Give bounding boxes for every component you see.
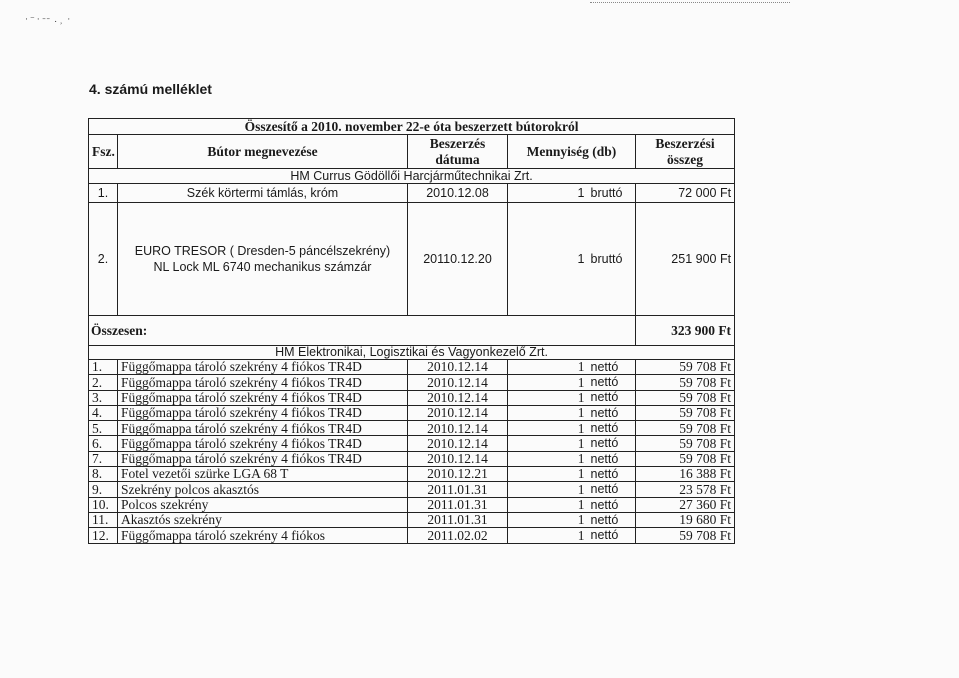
row-no: 5. — [89, 421, 118, 436]
table-row — [89, 203, 735, 316]
supplier-name-1: HM Currus Gödöllői Harcjárműtechnikai Zrt. — [89, 169, 735, 184]
row-no: 2. — [89, 375, 118, 390]
row-amount: 251 900 Ft — [636, 203, 735, 316]
row-name: Szék körtermi támlás, króm — [118, 184, 408, 203]
row-name: Függőmappa tároló szekrény 4 fiókos TR4D — [118, 375, 408, 390]
row-type: nettó — [588, 375, 636, 390]
row-date: 2010.12.14 — [408, 436, 508, 451]
total-spacer — [408, 316, 636, 346]
table-row — [89, 360, 735, 375]
row-name: Függőmappa tároló szekrény 4 fiókos TR4D — [118, 360, 408, 375]
header-qty: Mennyiség (db) — [508, 135, 636, 169]
row-amount: 59 708 Ft — [636, 390, 735, 405]
table-row — [89, 421, 735, 436]
row-amount: 72 000 Ft — [636, 184, 735, 203]
row-date: 2011.02.02 — [408, 528, 508, 543]
row-no: 1. — [89, 360, 118, 375]
row-date: 2011.01.31 — [408, 497, 508, 512]
table-row — [89, 375, 735, 390]
row-amount: 23 578 Ft — [636, 482, 735, 497]
row-amount: 19 680 Ft — [636, 512, 735, 527]
row-date: 2010.12.08 — [408, 184, 508, 203]
row-qty: 1 — [508, 405, 588, 420]
row-no: 1. — [89, 184, 118, 203]
row-amount: 59 708 Ft — [636, 375, 735, 390]
row-name: Szekrény polcos akasztós — [118, 482, 408, 497]
row-type: nettó — [588, 390, 636, 405]
row-type: bruttó — [588, 203, 636, 316]
supplier-name-2: HM Elektronikai, Logisztikai és Vagyonkezelő Zrt. — [89, 346, 735, 360]
row-qty: 1 — [508, 467, 588, 482]
row-type: nettó — [588, 528, 636, 543]
header-date — [408, 135, 508, 169]
row-name-line2: NL Lock ML 6740 mechanikus számzár — [153, 260, 372, 274]
supplier-row-1 — [89, 169, 735, 184]
row-no: 9. — [89, 482, 118, 497]
annex-title: 4. számú melléklet — [89, 81, 212, 97]
row-no: 12. — [89, 528, 118, 543]
row-date: 2010.12.14 — [408, 405, 508, 420]
row-date: 2010.12.14 — [408, 421, 508, 436]
row-qty: 1 — [508, 421, 588, 436]
row-name: Függőmappa tároló szekrény 4 fiókos TR4D — [118, 390, 408, 405]
table-row — [89, 184, 735, 203]
row-type: nettó — [588, 421, 636, 436]
row-amount: 59 708 Ft — [636, 451, 735, 466]
table-row — [89, 482, 735, 497]
table-row — [89, 512, 735, 527]
row-date: 2011.01.31 — [408, 482, 508, 497]
header-date-line1: Beszerzés — [429, 135, 486, 151]
row-type: nettó — [588, 497, 636, 512]
supplier-row-2 — [89, 346, 735, 360]
row-amount: 16 388 Ft — [636, 467, 735, 482]
row-no: 11. — [89, 512, 118, 527]
row-name: Függőmappa tároló szekrény 4 fiókos TR4D — [118, 405, 408, 420]
row-type: nettó — [588, 451, 636, 466]
table-row — [89, 467, 735, 482]
row-name: Fotel vezetői szürke LGA 68 T — [118, 467, 408, 482]
row-qty: 1 — [508, 203, 588, 316]
scan-edge-line — [590, 2, 790, 3]
row-qty: 1 — [508, 482, 588, 497]
row-date: 2010.12.14 — [408, 360, 508, 375]
row-type: nettó — [588, 405, 636, 420]
row-name — [118, 203, 408, 316]
header-name: Bútor megnevezése — [118, 135, 408, 169]
row-amount: 59 708 Ft — [636, 360, 735, 375]
row-qty: 1 — [508, 360, 588, 375]
row-name: Függőmappa tároló szekrény 4 fiókos TR4D — [118, 421, 408, 436]
row-name: Függőmappa tároló szekrény 4 fiókos TR4D — [118, 436, 408, 451]
table-row — [89, 405, 735, 420]
row-type: nettó — [588, 360, 636, 375]
row-date: 20110.12.20 — [408, 203, 508, 316]
total-row — [89, 316, 735, 346]
row-name-line1: EURO TRESOR ( Dresden-5 páncélszekrény) — [134, 243, 391, 258]
row-no: 2. — [89, 203, 118, 316]
row-amount: 59 708 Ft — [636, 436, 735, 451]
row-no: 7. — [89, 451, 118, 466]
row-name: Polcos szekrény — [118, 497, 408, 512]
row-qty: 1 — [508, 497, 588, 512]
row-date: 2010.12.14 — [408, 390, 508, 405]
row-qty: 1 — [508, 451, 588, 466]
row-amount: 59 708 Ft — [636, 421, 735, 436]
furniture-summary-table — [88, 118, 734, 544]
header-amount — [636, 135, 735, 169]
row-amount: 59 708 Ft — [636, 405, 735, 420]
row-name: Akasztós szekrény — [118, 512, 408, 527]
row-no: 8. — [89, 467, 118, 482]
table-row — [89, 451, 735, 466]
row-type: nettó — [588, 436, 636, 451]
row-qty: 1 — [508, 375, 588, 390]
row-qty: 1 — [508, 390, 588, 405]
table-title-row — [89, 119, 735, 135]
row-type: bruttó — [588, 184, 636, 203]
table-title: Összesítő a 2010. november 22-e óta beszerzett bútorokról — [89, 119, 735, 135]
row-qty: 1 — [508, 528, 588, 543]
header-row — [89, 135, 735, 169]
row-amount: 59 708 Ft — [636, 528, 735, 543]
table-row — [89, 528, 735, 543]
row-date: 2011.01.31 — [408, 512, 508, 527]
row-name: Függőmappa tároló szekrény 4 fiókos TR4D — [118, 451, 408, 466]
row-date: 2010.12.14 — [408, 375, 508, 390]
row-name: Függőmappa tároló szekrény 4 fiókos — [118, 528, 408, 543]
table-row — [89, 497, 735, 512]
header-amount-line1: Beszerzési — [655, 135, 715, 151]
table-row — [89, 436, 735, 451]
header-date-line2: dátuma — [435, 152, 480, 167]
table-row — [89, 390, 735, 405]
row-no: 3. — [89, 390, 118, 405]
header-no: Fsz. — [89, 135, 118, 169]
row-date: 2010.12.14 — [408, 451, 508, 466]
total-value: 323 900 Ft — [636, 316, 735, 346]
row-qty: 1 — [508, 512, 588, 527]
total-label: Összesen: — [89, 316, 408, 346]
row-type: nettó — [588, 482, 636, 497]
row-qty: 1 — [508, 436, 588, 451]
row-no: 4. — [89, 405, 118, 420]
row-no: 10. — [89, 497, 118, 512]
row-type: nettó — [588, 467, 636, 482]
header-amount-line2: összeg — [667, 152, 704, 167]
row-amount: 27 360 Ft — [636, 497, 735, 512]
row-type: nettó — [588, 512, 636, 527]
scan-noise-marks: ·⁻· ̵ ̵ . ̦ · — [25, 14, 73, 24]
row-qty: 1 — [508, 184, 588, 203]
row-no: 6. — [89, 436, 118, 451]
row-date: 2010.12.21 — [408, 467, 508, 482]
